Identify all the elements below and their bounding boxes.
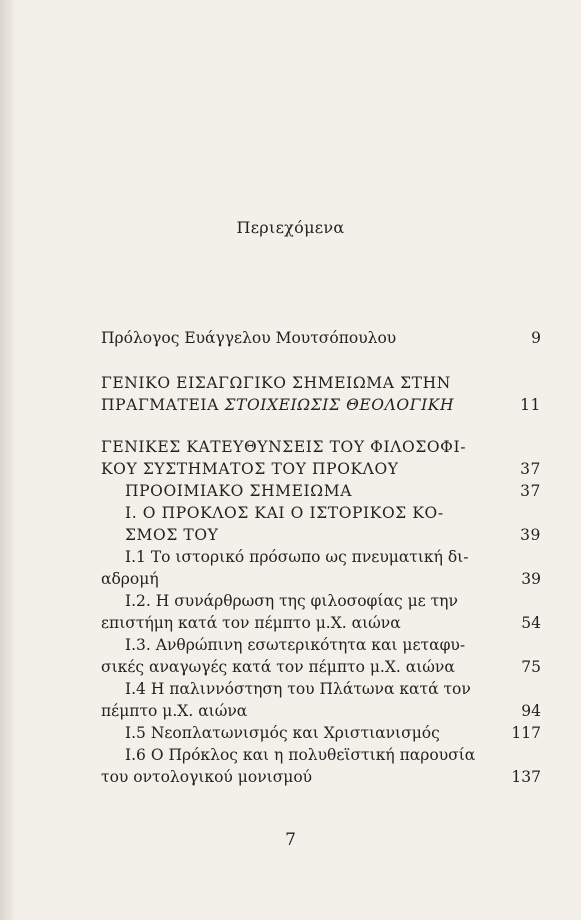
toc-page-number: 9 [531, 329, 541, 347]
toc-sections [101, 546, 541, 788]
toc-section-line: αδρομή [101, 570, 159, 588]
contents-heading: Περιεχόμενα [236, 218, 345, 237]
toc-entry-general-directions [101, 436, 541, 546]
toc-section-line: Ι.3. Ανθρώπινη εσωτερικότητα και μεταφυ- [125, 636, 466, 654]
toc-section-line: Ι.6 Ο Πρόκλος και η πολυθεϊστική παρουσία [125, 746, 476, 764]
toc-section-line: Ι.4 Η παλιννόστηση του Πλάτωνα κατά τον [125, 680, 471, 698]
toc-section-line: του οντολογικού μονισμού [101, 768, 313, 786]
toc-page-number: 37 [520, 460, 541, 478]
toc-entry-italic-title: ΣΤΟΙΧΕΙΩΣΙΣ ΘΕΟΛΟΓΙΚΗ [224, 396, 455, 414]
toc-section-line: πέμπτο μ.Χ. αιώνα [101, 702, 248, 720]
toc-section-line: σικές αναγωγές κατά τον πέμπτο μ.Χ. αιώνα [101, 658, 455, 676]
toc-page-number: 11 [520, 396, 541, 414]
toc-entry-line: ΚΟΥ ΣΥΣΤΗΜΑΤΟΣ ΤΟΥ ΠΡΟΚΛΟΥ [101, 460, 399, 478]
toc-page-number: 137 [511, 768, 541, 786]
toc-entry-line: ΓΕΝΙΚΟ ΕΙΣΑΓΩΓΙΚΟ ΣΗΜΕΙΩΜΑ ΣΤΗΝ [101, 374, 451, 392]
toc-page-number: 39 [520, 526, 541, 544]
toc-page-number: 54 [521, 614, 541, 632]
toc-entry-line-prefix: ΠΡΑΓΜΑΤΕΙΑ [101, 396, 225, 414]
toc-entry-prologue [101, 327, 541, 349]
page-gutter-shadow [0, 0, 14, 920]
toc-entry-prefatory-note: ΠΡΟΟΙΜΙΑΚΟ ΣΗΜΕΙΩΜΑ [125, 482, 352, 500]
toc-entry-general-note [101, 372, 541, 416]
toc-page-number: 37 [520, 482, 541, 500]
toc-chapter-line: Ι. Ο ΠΡΟΚΛΟΣ ΚΑΙ Ο ΙΣΤΟΡΙΚΟΣ ΚΟ- [125, 504, 444, 522]
toc-page-number: 117 [511, 724, 541, 742]
toc-chapter-line: ΣΜΟΣ ΤΟΥ [125, 526, 219, 544]
page-number: 7 [285, 830, 296, 850]
toc-section-line: Ι.1 Το ιστορικό πρόσωπο ως πνευματική δι- [125, 548, 469, 566]
toc-section-line: Ι.5 Νεοπλατωνισμός και Χριστιανισμός [125, 724, 440, 742]
toc-entry-label: Πρόλογος Ευάγγελου Μουτσόπουλου [101, 329, 397, 347]
toc-page-number: 39 [521, 570, 541, 588]
toc-section-line: επιστήμη κατά τον πέμπτο μ.Χ. αιώνα [101, 614, 401, 632]
toc-entry-line: ΓΕΝΙΚΕΣ ΚΑΤΕΥΘΥΝΣΕΙΣ ΤΟΥ ΦΙΛΟΣΟΦΙ- [101, 438, 467, 456]
toc-page-number: 94 [521, 702, 541, 720]
toc-page-number: 75 [521, 658, 541, 676]
toc-section-line: Ι.2. Η συνάρθρωση της φιλοσοφίας με την [125, 592, 458, 610]
